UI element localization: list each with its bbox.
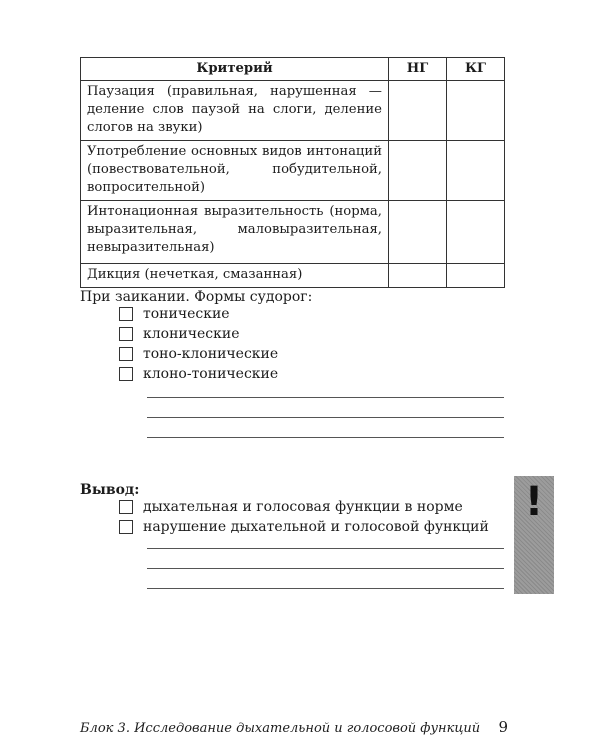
norm-checkbox[interactable] xyxy=(119,500,133,514)
writing-line xyxy=(147,437,504,438)
stuttering-title: При заикании. Формы судорог: xyxy=(80,289,313,305)
list-item xyxy=(119,344,278,364)
writing-line xyxy=(147,417,504,418)
conclusion-title: Вывод: xyxy=(80,482,140,498)
attention-marker xyxy=(514,476,554,594)
tonic-checkbox[interactable] xyxy=(119,307,133,321)
impairment-checkbox[interactable] xyxy=(119,520,133,534)
list-item xyxy=(119,497,489,517)
writing-line xyxy=(147,588,504,589)
ng-cell[interactable] xyxy=(389,201,447,264)
conclusion-notes-lines[interactable] xyxy=(147,548,504,608)
criteria-table xyxy=(80,57,505,288)
header-ng: НГ xyxy=(389,58,447,81)
exclamation-icon: ! xyxy=(524,479,544,525)
page-number: 9 xyxy=(498,718,508,736)
criterion-intonation-types: Употребление основных видов интонаций (повествовательной, побудительной, вопросительной) xyxy=(81,141,389,201)
option-label: клоно-тонические xyxy=(143,366,279,382)
list-item xyxy=(119,304,278,324)
kg-cell[interactable] xyxy=(447,201,505,264)
header-kg: КГ xyxy=(447,58,505,81)
conclusion-options xyxy=(119,497,489,537)
list-item xyxy=(119,364,278,384)
list-item xyxy=(119,517,489,537)
table-row xyxy=(81,141,505,201)
table-row xyxy=(81,81,505,141)
criterion-diction: Дикция (нечеткая, смазанная) xyxy=(81,264,389,288)
ng-cell[interactable] xyxy=(389,141,447,201)
page-footer xyxy=(80,718,508,738)
clonic-checkbox[interactable] xyxy=(119,327,133,341)
kg-cell[interactable] xyxy=(447,81,505,141)
criterion-pausing: Паузация (правильная, нарушенная — деление слов паузой на слоги, деление слогов на звуки) xyxy=(81,81,389,141)
stuttering-options xyxy=(119,304,278,384)
writing-line xyxy=(147,568,504,569)
block-title: Блок 3. Исследование дыхательной и голосовой функций xyxy=(80,721,481,736)
header-criterion: Критерий xyxy=(81,58,389,81)
option-label: дыхательная и голосовая функции в норме xyxy=(143,499,463,515)
tonic-clonic-checkbox[interactable] xyxy=(119,347,133,361)
option-label: нарушение дыхательной и голосовой функций xyxy=(143,519,489,535)
table-row xyxy=(81,201,505,264)
list-item xyxy=(119,324,278,344)
ng-cell[interactable] xyxy=(389,264,447,288)
option-label: клонические xyxy=(143,326,240,342)
clonic-tonic-checkbox[interactable] xyxy=(119,367,133,381)
kg-cell[interactable] xyxy=(447,264,505,288)
writing-line xyxy=(147,548,504,549)
table-header-row xyxy=(81,58,505,81)
writing-line xyxy=(147,397,504,398)
ng-cell[interactable] xyxy=(389,81,447,141)
stuttering-notes-lines[interactable] xyxy=(147,397,504,457)
kg-cell[interactable] xyxy=(447,141,505,201)
table-row xyxy=(81,264,505,288)
option-label: тонические xyxy=(143,306,230,322)
criterion-expressiveness: Интонационная выразительность (норма, выразительная, маловыразительная, невыразительная) xyxy=(81,201,389,264)
option-label: тоно-клонические xyxy=(143,346,279,362)
